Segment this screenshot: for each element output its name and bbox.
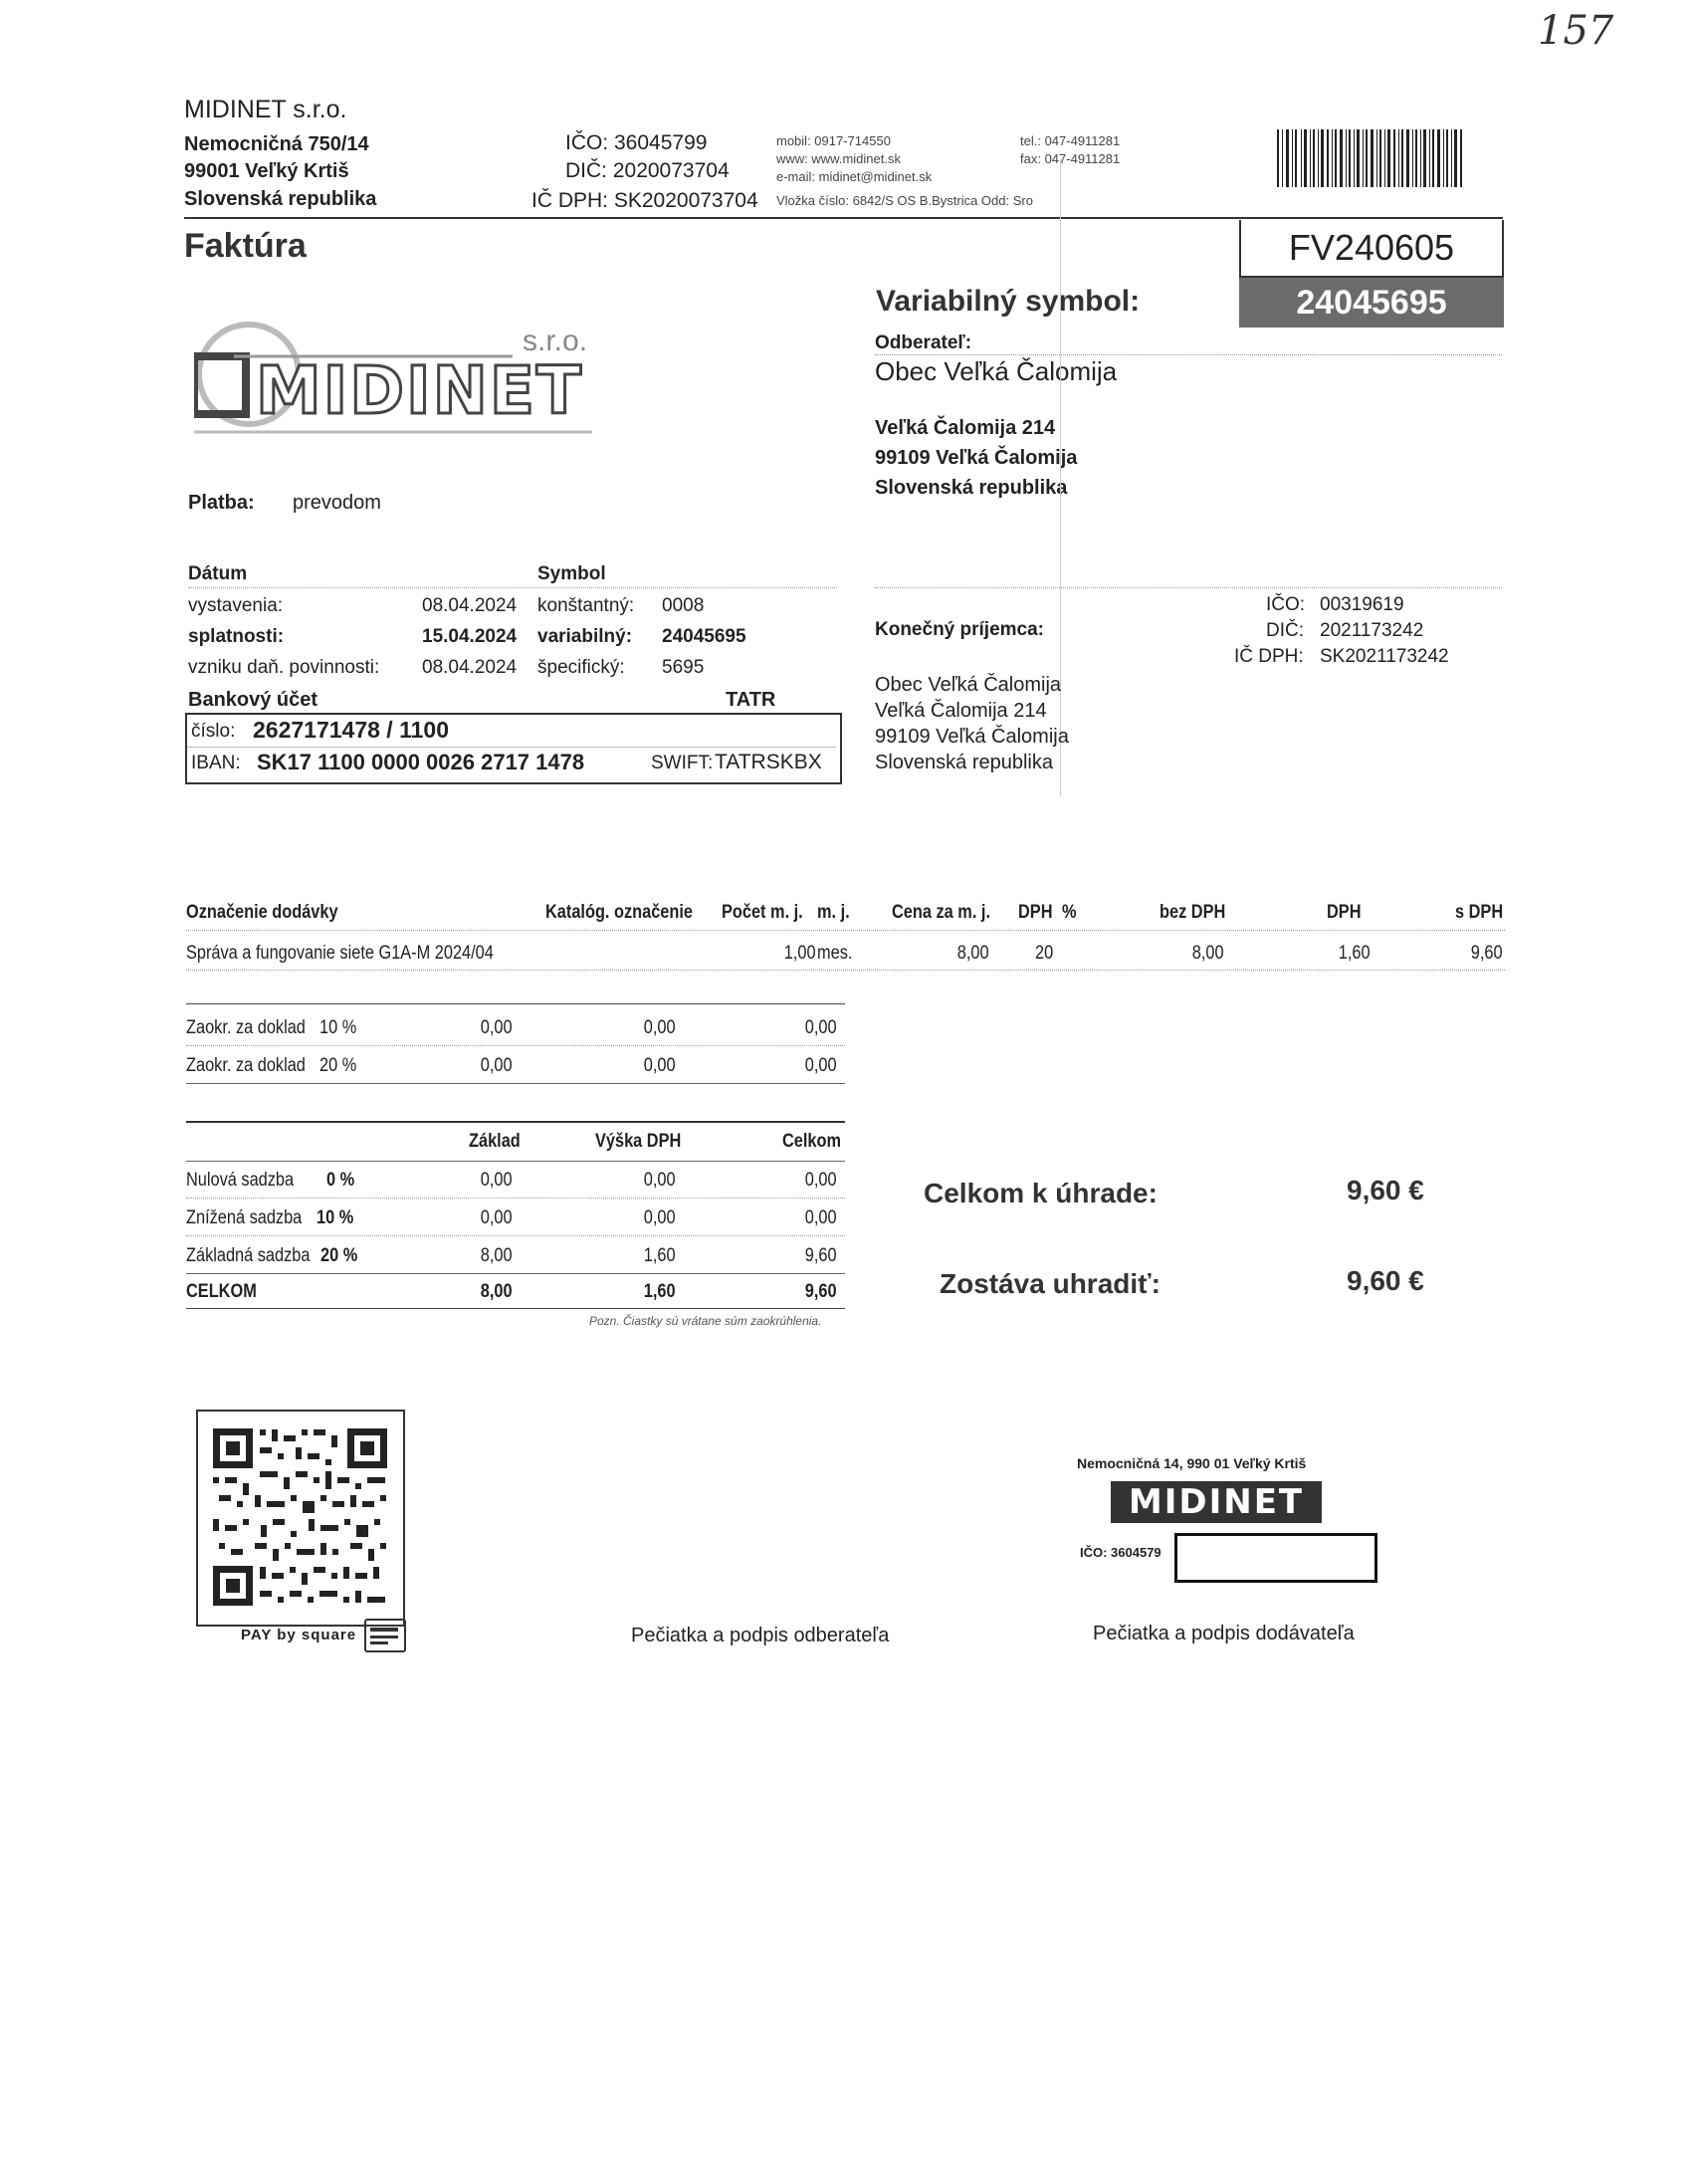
- customer-label: Odberateľ:: [875, 332, 972, 353]
- supplier-tel: tel.: 047-4911281: [1020, 133, 1121, 148]
- vs-value-box: [1239, 278, 1504, 328]
- issue-date: 08.04.2024: [422, 595, 518, 616]
- rounding-value-b: 0,00: [643, 1017, 676, 1038]
- summary-base: 8,00: [480, 1245, 513, 1266]
- summary-total-base: 8,00: [480, 1281, 513, 1302]
- recipient-city: 99109 Veľká Čalomija: [875, 726, 1069, 748]
- col-quantity: Počet m. j.: [722, 902, 803, 923]
- summary-col-vat: Výška DPH: [595, 1131, 682, 1152]
- specific-symbol: 5695: [662, 657, 705, 678]
- customer-street: Veľká Čalomija 214: [875, 417, 1056, 439]
- col-vat: DPH: [1018, 902, 1053, 923]
- customer-divider: [875, 354, 1502, 355]
- barcode-image: [1277, 129, 1466, 187]
- item-quantity: 1,00: [783, 943, 816, 964]
- redaction-box: [1174, 1533, 1377, 1583]
- summary-divider: [186, 1235, 845, 1236]
- specific-symbol-label: špecifický:: [537, 657, 625, 678]
- company-logo: [194, 315, 602, 444]
- rounding-pct: 10 %: [319, 1017, 357, 1038]
- summary-total-rule: [186, 1273, 845, 1274]
- summary-total-vat: 1,60: [643, 1281, 676, 1302]
- amount-due-label: Celkom k úhrade:: [924, 1178, 1158, 1208]
- summary-col-base: Základ: [469, 1131, 521, 1152]
- dates-divider: [188, 587, 837, 588]
- col-vat-amount: DPH: [1327, 902, 1362, 923]
- summary-rate-pct: 20 %: [320, 1245, 358, 1266]
- item-gross: 9,60: [1470, 943, 1503, 964]
- issue-date-label: vystavenia:: [188, 595, 284, 616]
- logo-wordmark: MIDINET: [256, 352, 583, 429]
- supplier-name: MIDINET s.r.o.: [184, 96, 347, 123]
- summary-base: 0,00: [480, 1207, 513, 1228]
- stamp-logo-text: MIDINET: [1128, 1482, 1305, 1522]
- recipient-ico: 00319619: [1320, 594, 1404, 615]
- rounding-value-a: 0,00: [480, 1055, 513, 1076]
- summary-top-rule: [186, 1121, 845, 1123]
- summary-vat: 1,60: [643, 1245, 676, 1266]
- summary-note: Pozn. Čiastky sú vrátane súm zaokrúhlenia.: [589, 1314, 822, 1328]
- col-catalog: Katalóg. označenie: [545, 902, 694, 923]
- rounding-value-a: 0,00: [480, 1017, 513, 1038]
- swift-label: SWIFT:: [651, 753, 714, 773]
- amount-remaining-label: Zostáva uhradiť:: [940, 1268, 1161, 1299]
- document-title: Faktúra: [184, 227, 307, 265]
- due-date: 15.04.2024: [422, 626, 518, 647]
- recipient-icdph: SK2021173242: [1320, 646, 1449, 667]
- recipient-icdph-label: IČ DPH:: [1234, 646, 1304, 667]
- rounding-value-b: 0,00: [643, 1055, 676, 1076]
- rounding-top-rule: [186, 1003, 845, 1004]
- amount-due-value: 9,60 €: [1347, 1175, 1424, 1205]
- qr-code: [196, 1410, 405, 1627]
- payment-label: Platba:: [188, 492, 255, 514]
- payment-method: prevodom: [293, 492, 381, 514]
- col-gross: s DPH: [1455, 902, 1504, 923]
- amount-remaining-value: 9,60 €: [1347, 1265, 1424, 1296]
- recipient-name: Obec Veľká Čalomija: [875, 674, 1062, 696]
- rounding-value-c: 0,00: [804, 1055, 837, 1076]
- recipient-divider: [875, 587, 1502, 588]
- summary-total: 0,00: [804, 1207, 837, 1228]
- summary-total: 0,00: [804, 1170, 837, 1191]
- vs-value: 24045695: [1296, 284, 1447, 322]
- iban-label: IBAN:: [191, 753, 241, 773]
- summary-rate-label: Znížená sadzba: [186, 1207, 303, 1228]
- rounding-divider: [186, 1045, 845, 1046]
- recipient-dic-label: DIČ:: [1266, 620, 1304, 641]
- supplier-dic: DIČ: 2020073704: [565, 159, 730, 182]
- constant-symbol-label: konštantný:: [537, 595, 635, 616]
- fold-line: [1060, 159, 1061, 796]
- supplier-country: Slovenská republika: [184, 188, 377, 210]
- supplier-signature-label: Pečiatka a podpis dodávateľa: [1093, 1623, 1355, 1644]
- due-date-label: splatnosti:: [188, 626, 285, 647]
- swift-value: TATRSKBX: [715, 751, 822, 773]
- supplier-city: 99001 Veľký Krtiš: [184, 160, 349, 182]
- final-recipient-label: Konečný príjemca:: [875, 619, 1044, 640]
- variable-symbol: 24045695: [662, 626, 746, 647]
- variable-symbol-label: variabilný:: [537, 626, 633, 647]
- item-vat: 1,60: [1338, 943, 1371, 964]
- invoice-number-box: [1239, 220, 1504, 278]
- customer-name: Obec Veľká Čalomija: [875, 356, 1118, 386]
- items-bottom-divider: [186, 970, 1505, 971]
- vs-label: Variabilný symbol:: [876, 285, 1141, 318]
- summary-rate-pct: 10 %: [317, 1207, 354, 1228]
- summary-total-label: CELKOM: [186, 1281, 257, 1302]
- recipient-street: Veľká Čalomija 214: [875, 700, 1047, 722]
- summary-col-total: Celkom: [782, 1131, 842, 1152]
- account-number: 2627171478 / 1100: [253, 717, 449, 743]
- supplier-ico: IČO: 36045799: [565, 131, 708, 154]
- customer-signature-label: Pečiatka a podpis odberateľa: [631, 1625, 890, 1646]
- summary-bottom-rule: [186, 1308, 845, 1309]
- col-unit-price: Cena za m. j.: [892, 902, 990, 923]
- summary-total-sum: 9,60: [804, 1281, 837, 1302]
- tax-date-label: vzniku daň. povinnosti:: [188, 657, 380, 678]
- supplier-mobile: mobil: 0917-714550: [776, 133, 891, 148]
- col-vat-pct: %: [1062, 902, 1077, 923]
- handwritten-page-number: 157: [1538, 8, 1614, 54]
- dates-header: Dátum: [188, 563, 248, 584]
- summary-total: 9,60: [804, 1245, 837, 1266]
- supplier-fax: fax: 047-4911281: [1020, 151, 1121, 166]
- recipient-ico-label: IČO:: [1266, 594, 1306, 615]
- rounding-value-c: 0,00: [804, 1017, 837, 1038]
- supplier-email[interactable]: e-mail: midinet@midinet.sk: [776, 169, 933, 184]
- items-header-divider: [186, 930, 1505, 931]
- logo-suffix: s.r.o.: [523, 325, 588, 357]
- col-net: bez DPH: [1160, 902, 1226, 923]
- qr-caption: PAY by square: [241, 1627, 357, 1643]
- rounding-pct: 20 %: [319, 1055, 357, 1076]
- bank-code: TATR: [726, 689, 776, 711]
- account-number-label: číslo:: [191, 721, 236, 742]
- summary-rate-label: Nulová sadzba: [186, 1170, 295, 1191]
- constant-symbol: 0008: [662, 595, 705, 616]
- pay-by-square-icon: [364, 1619, 406, 1652]
- col-description: Označenie dodávky: [186, 902, 338, 923]
- summary-rate-pct: 0 %: [326, 1170, 355, 1191]
- iban-value: SK17 1100 0000 0026 2717 1478: [257, 750, 585, 774]
- supplier-register: Vložka číslo: 6842/S OS B.Bystrica Odd: Sro: [776, 193, 1033, 208]
- summary-vat: 0,00: [643, 1170, 676, 1191]
- stamp-address: Nemocničná 14, 990 01 Veľký Krtiš: [1077, 1455, 1307, 1471]
- item-unit-price: 8,00: [956, 943, 989, 964]
- item-unit: mes.: [817, 943, 853, 964]
- bank-account-label: Bankový účet: [188, 689, 318, 711]
- bank-divider: [187, 747, 836, 748]
- recipient-dic: 2021173242: [1320, 620, 1424, 641]
- customer-city: 99109 Veľká Čalomija: [875, 447, 1078, 469]
- item-net: 8,00: [1191, 943, 1224, 964]
- supplier-icdph: IČ DPH: SK2020073704: [531, 189, 758, 212]
- customer-country: Slovenská republika: [875, 477, 1068, 499]
- summary-header-rule: [186, 1161, 845, 1162]
- supplier-street: Nemocničná 750/14: [184, 133, 369, 155]
- symbol-header: Symbol: [537, 563, 606, 584]
- rounding-label: Zaokr. za doklad: [186, 1017, 306, 1038]
- summary-base: 0,00: [480, 1170, 513, 1191]
- rounding-bottom-rule: [186, 1083, 845, 1084]
- item-description: Správa a fungovanie siete G1A-M 2024/04: [186, 943, 494, 964]
- item-vat-pct: 20: [1035, 943, 1054, 964]
- summary-divider: [186, 1198, 845, 1199]
- summary-rate-label: Základná sadzba: [186, 1245, 311, 1266]
- tax-date: 08.04.2024: [422, 657, 518, 678]
- stamp-ico: IČO: 3604579: [1080, 1545, 1162, 1560]
- rounding-label: Zaokr. za doklad: [186, 1055, 306, 1076]
- recipient-country: Slovenská republika: [875, 752, 1053, 773]
- header-divider: [184, 217, 1503, 219]
- supplier-www[interactable]: www: www.midinet.sk: [776, 151, 901, 166]
- stamp-logo: [1111, 1481, 1322, 1523]
- invoice-number: FV240605: [1288, 227, 1455, 268]
- summary-vat: 0,00: [643, 1207, 676, 1228]
- col-unit: m. j.: [817, 902, 850, 923]
